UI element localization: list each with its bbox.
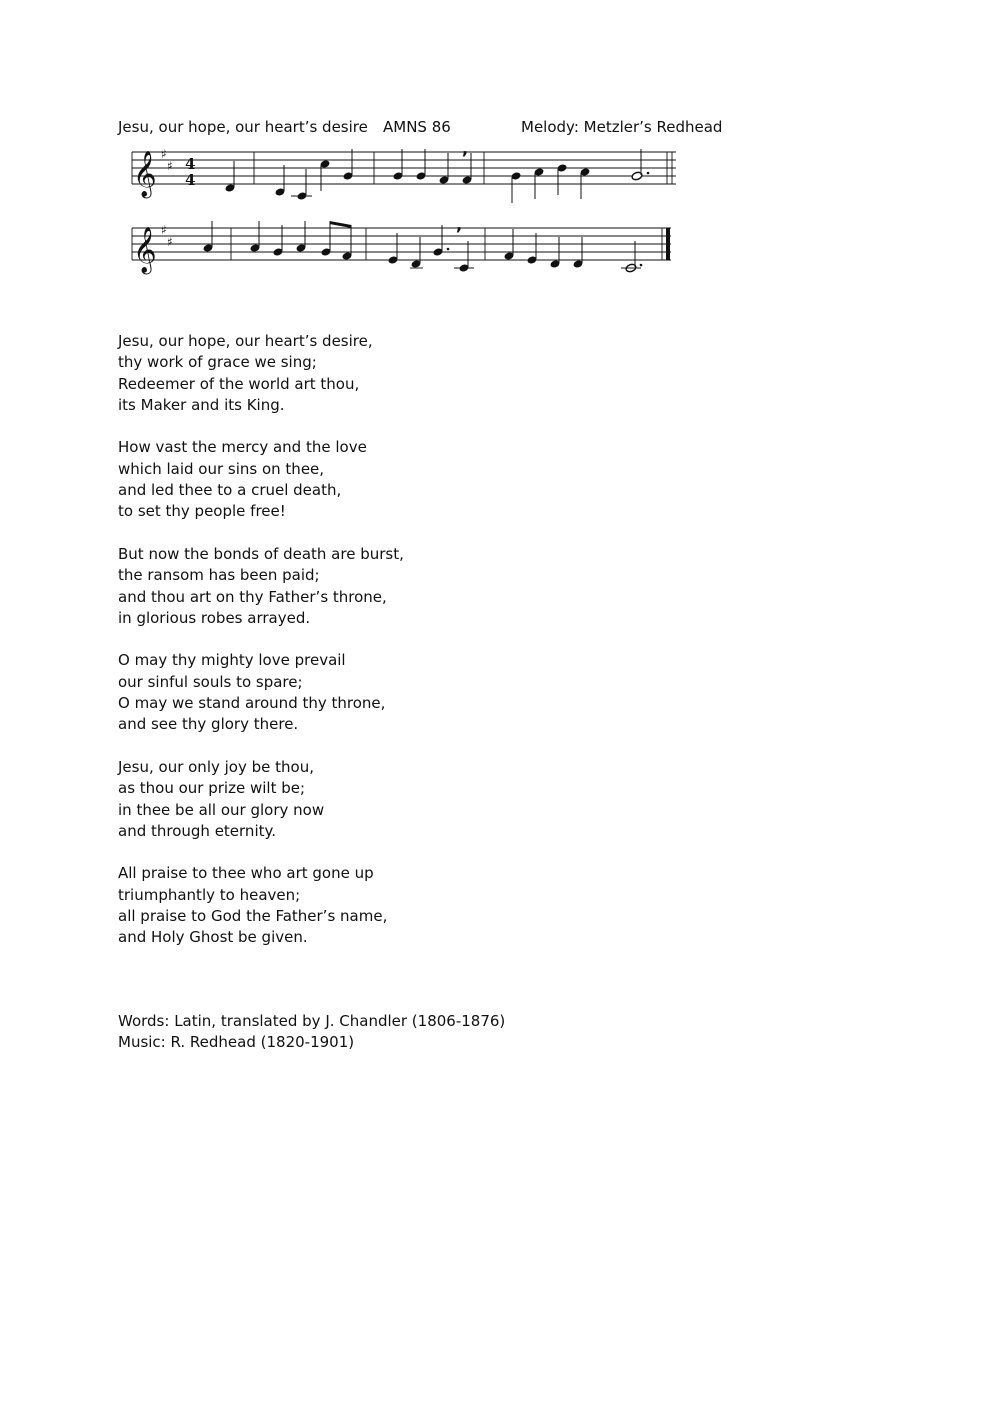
verse-2 [118, 437, 404, 522]
sharp-icon: ♯ [167, 159, 173, 173]
notes-system-1 [225, 159, 650, 200]
verse-line: and thou art on thy Father’s throne, [118, 587, 387, 606]
sharp-icon: ♯ [161, 223, 167, 237]
sharp-icon: ♯ [167, 235, 173, 249]
verse-line: our sinful souls to spare; [118, 672, 303, 691]
credits [118, 1011, 505, 1054]
verse-1 [118, 331, 404, 416]
verse-line: Redeemer of the world art thou, [118, 374, 360, 393]
verse-line: All praise to thee who art gone up [118, 864, 374, 883]
breath-mark-icon: , [456, 215, 463, 234]
beam [330, 221, 352, 228]
verse-line: O may we stand around thy throne, [118, 694, 386, 713]
verse-5 [118, 757, 404, 842]
sharp-icon: ♯ [161, 147, 167, 161]
verse-line: all praise to God the Father’s name, [118, 907, 388, 926]
music-score [118, 140, 678, 276]
verse-line: and through eternity. [118, 821, 276, 840]
verse-line: to set thy people free! [118, 502, 286, 521]
verse-line: which laid our sins on thee, [118, 459, 325, 478]
time-signature: 4 [185, 171, 196, 189]
verse-line: and led thee to a cruel death, [118, 481, 342, 500]
verse-line: and see thy glory there. [118, 715, 299, 734]
verse-line: its Maker and its King. [118, 395, 285, 414]
melody-name: Melody: Metzler’s Redhead [521, 118, 723, 136]
hymn-title: Jesu, our hope, our heart’s desire [118, 118, 368, 136]
words-credit: Words: Latin, translated by J. Chandler (1806-1876) [118, 1012, 506, 1030]
verse-6 [118, 863, 404, 948]
verses [118, 331, 404, 970]
time-signature: 4 [185, 155, 196, 173]
verse-line: the ransom has been paid; [118, 566, 320, 585]
verse-line: in thee be all our glory now [118, 800, 325, 819]
verse-line: triumphantly to heaven; [118, 885, 301, 904]
verse-line: in glorious robes arrayed. [118, 608, 311, 627]
verse-line: as thou our prize wilt be; [118, 779, 306, 798]
verse-line: and Holy Ghost be given. [118, 928, 308, 947]
notes-system-2 [203, 243, 643, 273]
treble-clef-icon: 𝄞 [133, 227, 157, 273]
verse-line: O may thy mighty love prevail [118, 651, 346, 670]
hymn-reference: AMNS 86 [383, 118, 451, 136]
verse-line: But now the bonds of death are burst, [118, 544, 404, 563]
breath-mark-icon: , [462, 140, 469, 158]
music-credit: Music: R. Redhead (1820-1901) [118, 1033, 355, 1052]
verse-line: thy work of grace we sing; [118, 353, 317, 372]
verse-3 [118, 544, 404, 629]
treble-clef-icon: 𝄞 [133, 151, 157, 197]
staff-system-2 [132, 215, 671, 275]
verse-4 [118, 650, 404, 735]
staff-system-1 [132, 140, 676, 203]
final-barline [666, 228, 670, 260]
verse-line: How vast the mercy and the love [118, 438, 367, 457]
verse-line: Jesu, our only joy be thou, [118, 757, 314, 776]
verse-line: Jesu, our hope, our heart’s desire, [118, 332, 373, 350]
